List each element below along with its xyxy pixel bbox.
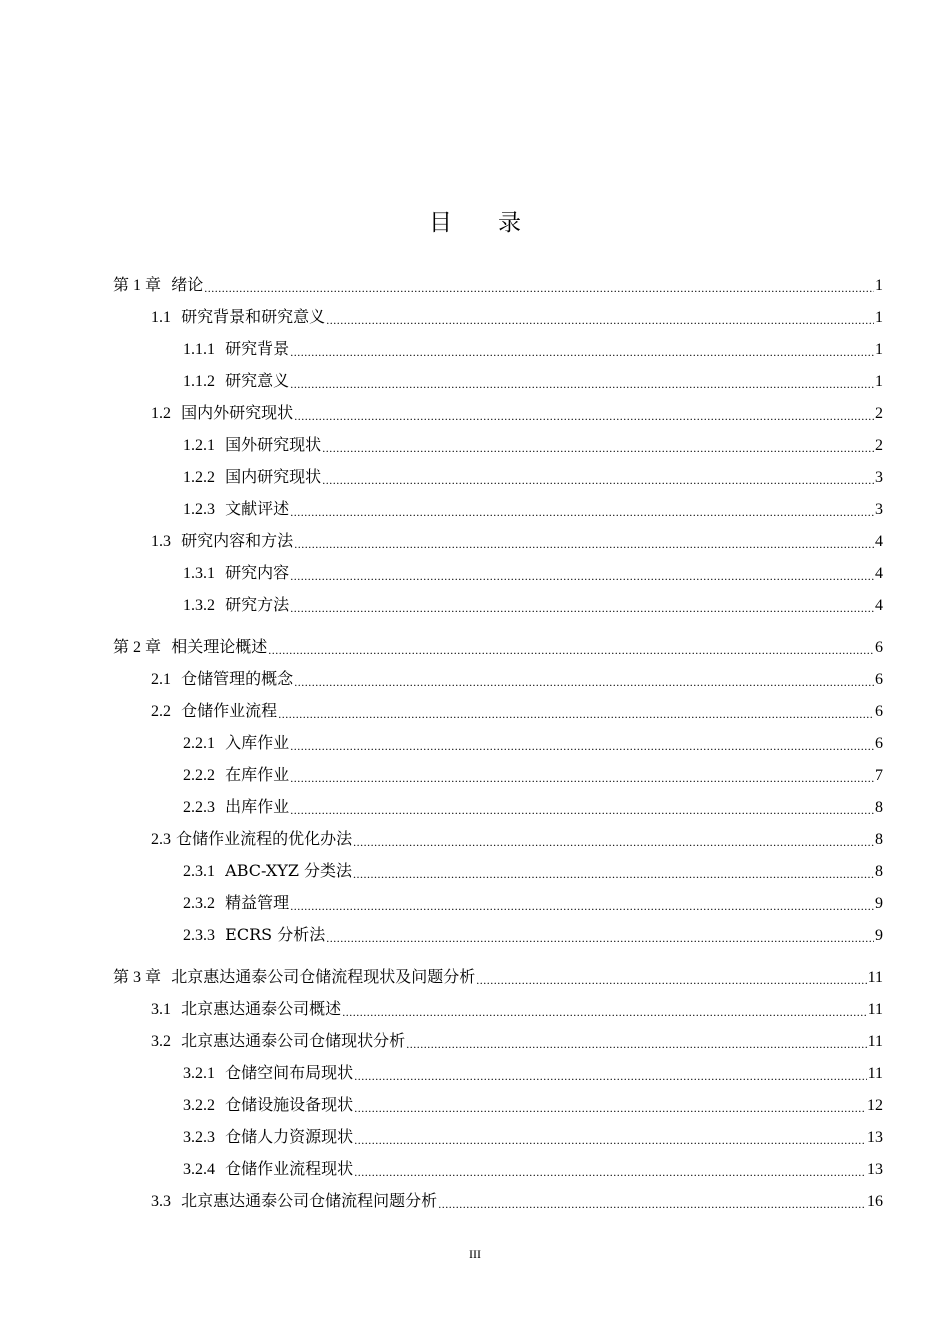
toc-entry[interactable] — [113, 1056, 883, 1088]
toc-entry-page: 4 — [875, 565, 883, 582]
toc-entry-page: 3 — [875, 469, 883, 486]
toc-dot-leader — [353, 868, 874, 886]
toc-dot-leader — [290, 602, 874, 620]
toc-entry-label: 仓储设施设备现状 — [225, 1095, 354, 1114]
toc-entry-label: 精益管理 — [225, 893, 290, 912]
toc-dot-leader — [294, 676, 874, 694]
toc-entry-label: 研究内容 — [225, 563, 290, 582]
toc-entry-number: 2.3 — [151, 831, 171, 848]
toc-entry[interactable] — [113, 822, 883, 854]
toc-dot-leader — [290, 506, 874, 524]
toc-entry-page: 2 — [875, 405, 883, 422]
toc-dot-leader — [204, 282, 874, 300]
toc-entry-number: 2.1 — [151, 671, 171, 688]
toc-dot-leader — [353, 836, 874, 854]
toc-entry-label: 研究内容和方法 — [181, 531, 294, 550]
toc-entry[interactable] — [113, 918, 883, 950]
toc-title — [0, 204, 950, 237]
toc-entry-number: 2.2.1 — [183, 735, 215, 752]
toc-entry-label: 仓储作业流程现状 — [225, 1159, 354, 1178]
toc-entry-text — [183, 799, 289, 822]
toc-dot-leader — [278, 708, 874, 726]
toc-entry[interactable] — [113, 396, 883, 428]
toc-entry-label: 国内外研究现状 — [181, 403, 294, 422]
toc-entry-text — [183, 1097, 353, 1120]
toc-entry-text — [183, 373, 289, 396]
toc-entry-text — [183, 927, 325, 950]
toc-entry-number: 3.2 — [151, 1033, 171, 1050]
toc-entry[interactable] — [113, 1152, 883, 1184]
toc-entry-text — [183, 767, 289, 790]
toc-entry-page: 13 — [867, 1129, 883, 1146]
toc-entry-page: 8 — [875, 863, 883, 880]
toc-entry-text — [151, 703, 277, 726]
toc-entry-page: 1 — [875, 373, 883, 390]
toc-dot-leader — [290, 570, 874, 588]
toc-entry-number: 3.1 — [151, 1001, 171, 1018]
toc-title-char-2: 录 — [498, 210, 521, 236]
toc-entry-number: 3.2.1 — [183, 1065, 215, 1082]
toc-entry-page: 3 — [875, 501, 883, 518]
toc-entry-label: 文献评述 — [225, 499, 290, 518]
toc-entry-label: 北京惠达通泰公司仓储现状分析 — [181, 1031, 406, 1050]
toc-dot-leader — [290, 378, 874, 396]
toc-entry-label: 在库作业 — [225, 765, 290, 784]
toc-entry-page: 4 — [875, 533, 883, 550]
toc-entry-page: 6 — [875, 703, 883, 720]
toc-entry-label: 北京惠达通泰公司概述 — [181, 999, 342, 1018]
toc-entry-page: 8 — [875, 799, 883, 816]
toc-entry-text — [183, 469, 321, 492]
toc-entry-number: 2.2.2 — [183, 767, 215, 784]
toc-entry-page: 4 — [875, 597, 883, 614]
toc-entry-label: 研究方法 — [225, 595, 290, 614]
toc-entry-number: 2.2.3 — [183, 799, 215, 816]
toc-entry[interactable] — [113, 886, 883, 918]
toc-dot-leader — [294, 410, 874, 428]
toc-entry-number: 第 1 章 — [113, 277, 162, 294]
toc-entry-text — [183, 895, 289, 918]
toc-entry-text — [151, 533, 293, 556]
toc-entry-text — [183, 1161, 353, 1184]
toc-entry-page: 9 — [875, 895, 883, 912]
toc-dot-leader — [290, 772, 874, 790]
toc-entry-text — [183, 501, 289, 524]
toc-entry[interactable] — [113, 268, 883, 300]
toc-entry-text — [183, 1129, 353, 1152]
toc-entry-page: 11 — [867, 1033, 883, 1050]
toc-dot-leader — [354, 1102, 866, 1120]
toc-dot-leader — [406, 1038, 866, 1056]
toc-entry-label: 国内研究现状 — [225, 467, 322, 486]
toc-entry-label: 仓储作业流程 — [181, 701, 278, 720]
toc-dot-leader — [476, 974, 866, 992]
toc-entry[interactable] — [113, 300, 883, 332]
toc-entry-label: 相关理论概述 — [171, 637, 268, 656]
toc-entry-label: 北京惠达通泰公司仓储流程问题分析 — [181, 1191, 438, 1210]
toc-entry-number: 1.3.1 — [183, 565, 215, 582]
toc-entry-number: 3.2.2 — [183, 1097, 215, 1114]
toc-entry-label: 研究背景 — [225, 339, 290, 358]
toc-entry-label: ABC-XYZ 分类法 — [225, 861, 353, 880]
toc-dot-leader — [290, 900, 874, 918]
toc-entry[interactable] — [113, 1024, 883, 1056]
toc-entry-number: 1.2 — [151, 405, 171, 422]
page-number: III — [469, 1247, 481, 1261]
toc-entry[interactable] — [113, 662, 883, 694]
toc-entry-label: 北京惠达通泰公司仓储流程现状及问题分析 — [171, 967, 476, 986]
toc-entry-text — [183, 341, 289, 364]
toc-entry-number: 1.2.1 — [183, 437, 215, 454]
toc-entry-text — [113, 969, 475, 992]
toc-entry-text — [151, 831, 352, 854]
toc-entry[interactable] — [113, 758, 883, 790]
toc-entry-page: 11 — [867, 1065, 883, 1082]
toc-entry[interactable] — [113, 1088, 883, 1120]
toc-entry-number: 1.2.3 — [183, 501, 215, 518]
toc-entry-page: 13 — [867, 1161, 883, 1178]
toc-entry-text — [151, 1033, 405, 1056]
toc-entry-page: 8 — [875, 831, 883, 848]
toc-entry[interactable] — [113, 992, 883, 1024]
toc-entry-label: 仓储人力资源现状 — [225, 1127, 354, 1146]
toc-dot-leader — [294, 538, 874, 556]
toc-entry[interactable] — [113, 428, 883, 460]
toc-entry-number: 3.3 — [151, 1193, 171, 1210]
toc-entry-number: 3.2.3 — [183, 1129, 215, 1146]
toc-entry-page: 9 — [875, 927, 883, 944]
toc-entry-page: 6 — [875, 639, 883, 656]
toc-dot-leader — [342, 1006, 866, 1024]
toc-entry-number: 第 3 章 — [113, 969, 162, 986]
toc-dot-leader — [322, 442, 874, 460]
toc-entry[interactable] — [113, 332, 883, 364]
toc-entry-label: 绪论 — [171, 275, 204, 294]
toc-dot-leader — [322, 474, 874, 492]
toc-entry-text — [183, 1065, 353, 1088]
toc-entry[interactable] — [113, 854, 883, 886]
table-of-contents — [113, 268, 883, 1216]
toc-entry-label: 国外研究现状 — [225, 435, 322, 454]
toc-dot-leader — [268, 644, 874, 662]
toc-dot-leader — [290, 346, 874, 364]
toc-entry-label: 研究背景和研究意义 — [181, 307, 326, 326]
toc-entry[interactable] — [113, 694, 883, 726]
toc-entry-page: 11 — [867, 969, 883, 986]
toc-entry[interactable] — [113, 630, 883, 662]
toc-entry-number: 2.3.3 — [183, 927, 215, 944]
toc-entry[interactable] — [113, 492, 883, 524]
toc-entry-number: 3.2.4 — [183, 1161, 215, 1178]
toc-dot-leader — [326, 932, 874, 950]
toc-entry-number: 2.3.2 — [183, 895, 215, 912]
toc-entry-number: 2.3.1 — [183, 863, 215, 880]
toc-entry-label: 出库作业 — [225, 797, 290, 816]
toc-entry-label: 仓储作业流程的优化办法 — [176, 829, 353, 848]
toc-dot-leader — [290, 804, 874, 822]
toc-dot-leader — [354, 1070, 866, 1088]
toc-entry-number: 1.3.2 — [183, 597, 215, 614]
toc-entry-text — [183, 597, 289, 620]
toc-entry-page: 7 — [875, 767, 883, 784]
toc-entry-label: 入库作业 — [225, 733, 290, 752]
toc-entry-text — [151, 405, 293, 428]
toc-entry-page: 1 — [875, 309, 883, 326]
toc-entry-label: 仓储空间布局现状 — [225, 1063, 354, 1082]
toc-entry[interactable] — [113, 960, 883, 992]
toc-entry-text — [183, 565, 289, 588]
toc-entry-number: 2.2 — [151, 703, 171, 720]
toc-entry-page: 12 — [867, 1097, 883, 1114]
toc-entry-page: 16 — [867, 1193, 883, 1210]
toc-entry[interactable] — [113, 364, 883, 396]
toc-entry-number: 1.1 — [151, 309, 171, 326]
toc-entry[interactable] — [113, 1184, 883, 1216]
toc-entry-page: 1 — [875, 277, 883, 294]
toc-entry-page: 1 — [875, 341, 883, 358]
toc-entry[interactable] — [113, 790, 883, 822]
toc-entry-text — [113, 639, 267, 662]
toc-title-char-1: 目 — [429, 210, 452, 236]
toc-entry-text — [183, 735, 289, 758]
toc-dot-leader — [438, 1198, 866, 1216]
toc-entry-number: 1.1.2 — [183, 373, 215, 390]
toc-entry-text — [151, 1001, 341, 1024]
toc-dot-leader — [290, 740, 874, 758]
toc-entry-page: 6 — [875, 671, 883, 688]
toc-entry-label: ECRS 分析法 — [225, 925, 326, 944]
toc-entry-label: 仓储管理的概念 — [181, 669, 294, 688]
toc-entry-page: 11 — [867, 1001, 883, 1018]
toc-entry-text — [183, 863, 352, 886]
toc-entry-page: 6 — [875, 735, 883, 752]
toc-entry[interactable] — [113, 460, 883, 492]
toc-entry[interactable] — [113, 524, 883, 556]
toc-entry[interactable] — [113, 556, 883, 588]
toc-entry-number: 1.1.1 — [183, 341, 215, 358]
toc-entry-number: 1.3 — [151, 533, 171, 550]
toc-entry-text — [151, 671, 293, 694]
toc-entry[interactable] — [113, 726, 883, 758]
toc-entry-text — [183, 437, 321, 460]
toc-entry[interactable] — [113, 1120, 883, 1152]
toc-dot-leader — [354, 1134, 866, 1152]
toc-entry-text — [113, 277, 203, 300]
toc-entry-label: 研究意义 — [225, 371, 290, 390]
toc-entry-number: 1.2.2 — [183, 469, 215, 486]
toc-entry-page: 2 — [875, 437, 883, 454]
toc-entry-number: 第 2 章 — [113, 639, 162, 656]
toc-entry[interactable] — [113, 588, 883, 620]
toc-dot-leader — [354, 1166, 866, 1184]
toc-entry-text — [151, 1193, 437, 1216]
toc-entry-text — [151, 309, 325, 332]
toc-dot-leader — [326, 314, 874, 332]
